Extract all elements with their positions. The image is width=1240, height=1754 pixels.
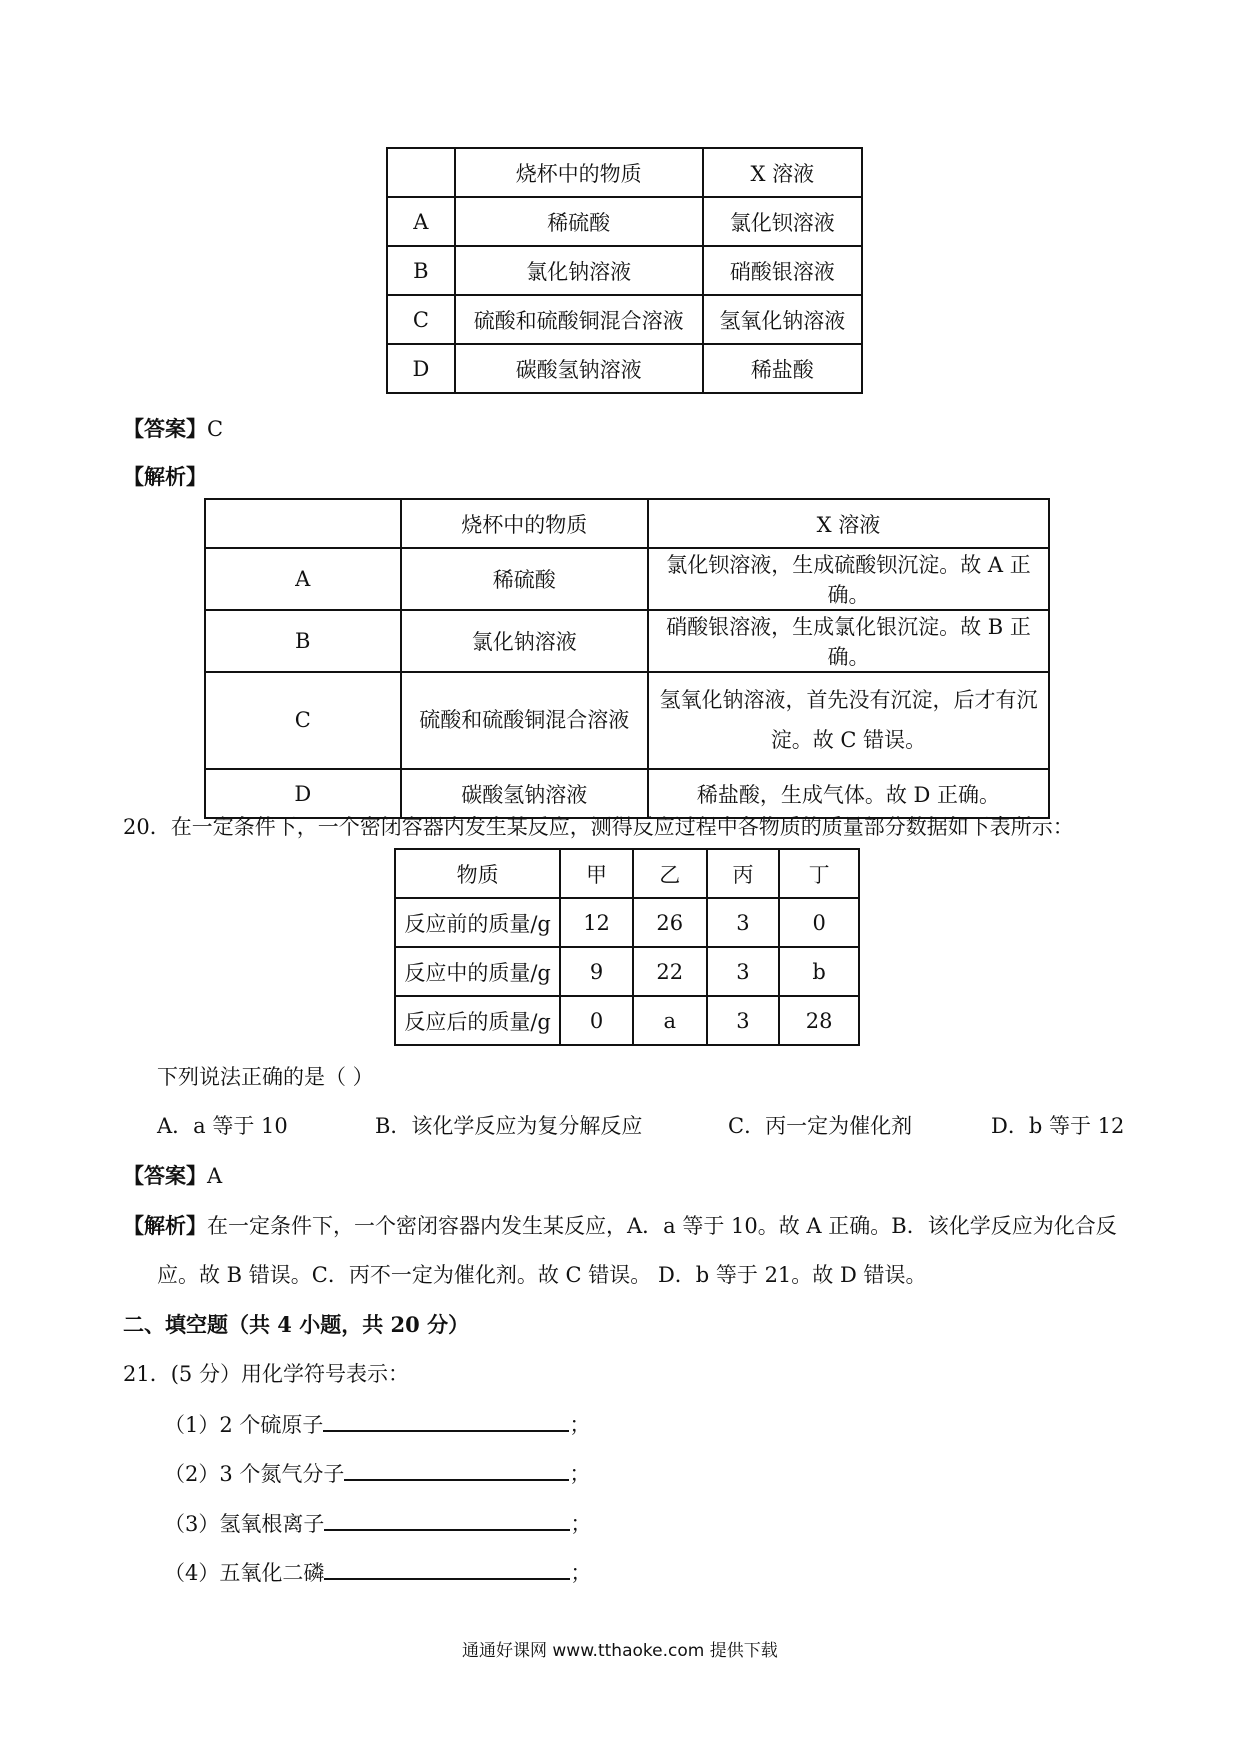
table-cell: X 溶液 — [703, 148, 862, 197]
section-title: 二、填空题（共 4 小题，共 20 分） — [123, 1312, 470, 1337]
table-cell: 物质 — [395, 849, 560, 898]
answer-label: 【答案】 — [123, 1163, 207, 1188]
cell-line: 氢氧化钠溶液，首先没有沉淀，后才有沉 — [659, 687, 1038, 712]
option-a: A．a 等于 10 — [157, 1114, 288, 1138]
analysis-line-20-cont: 应。故 B 错误。C．丙不一定为催化剂。故 C 错误。 D．b 等于 21。故 D 错误。 — [157, 1263, 927, 1287]
table-cell: B — [205, 610, 401, 672]
table-cell: A — [205, 548, 401, 610]
table-header-row — [395, 849, 859, 898]
table-cell: 0 — [779, 898, 859, 947]
table-cell: 碳酸氢钠溶液 — [401, 769, 648, 818]
table-cell: 反应后的质量/g — [395, 996, 560, 1045]
answer-label: 【答案】 — [123, 416, 207, 441]
option-c: C．丙一定为催化剂 — [728, 1114, 913, 1138]
table-cell — [205, 499, 401, 548]
table-cell: 乙 — [633, 849, 707, 898]
table-cell: 稀盐酸，生成气体。故 D 正确。 — [648, 769, 1049, 818]
table-cell: 硫酸和硫酸铜混合溶液 — [401, 672, 648, 769]
table-cell: C — [205, 672, 401, 769]
end-mark: ； — [570, 1561, 592, 1585]
table-cell: 3 — [707, 996, 780, 1045]
option-b: B．该化学反应为复分解反应 — [375, 1114, 643, 1138]
table-cell: 3 — [707, 947, 780, 996]
table-cell: 烧杯中的物质 — [455, 148, 703, 197]
table-row — [387, 344, 862, 393]
table-cell: D — [205, 769, 401, 818]
analysis-label-19: 【解析】 — [123, 464, 207, 489]
table-row — [205, 610, 1049, 672]
table-cell: a — [633, 996, 707, 1045]
table-cell: 稀硫酸 — [455, 197, 703, 246]
table-cell: C — [387, 295, 455, 344]
table-cell: 氢氧化钠溶液 — [703, 295, 862, 344]
table-row — [395, 947, 859, 996]
answer-blank[interactable] — [324, 1556, 570, 1580]
question-20-mass-table — [394, 848, 860, 1046]
table-cell: 0 — [560, 996, 633, 1045]
answer-blank[interactable] — [344, 1457, 569, 1481]
analysis-label: 【解析】 — [123, 1213, 207, 1238]
fill-item-label: （4）五氧化二磷 — [164, 1561, 325, 1585]
table-row — [387, 246, 862, 295]
table-cell: 氯化钡溶液 — [703, 197, 862, 246]
end-mark: ； — [569, 1462, 591, 1486]
fill-item-label: （3）氢氧根离子 — [164, 1512, 325, 1536]
fill-item — [164, 1457, 590, 1488]
table-cell: 3 — [707, 898, 780, 947]
table-row — [395, 898, 859, 947]
option-d: D．b 等于 12 — [991, 1114, 1125, 1138]
fill-item-label: （2）3 个氮气分子 — [164, 1462, 345, 1486]
answer-value: C — [207, 417, 224, 441]
analysis-line-20 — [123, 1210, 1117, 1240]
question-19-options-table — [386, 147, 863, 394]
table-cell: 22 — [633, 947, 707, 996]
table-cell: 28 — [779, 996, 859, 1045]
fill-item — [164, 1556, 591, 1587]
table-cell: 硝酸银溶液，生成氯化银沉淀。故 B 正确。 — [648, 610, 1049, 672]
question-19-analysis-table — [204, 498, 1050, 819]
end-mark: ； — [569, 1413, 591, 1437]
table-cell: 烧杯中的物质 — [401, 499, 648, 548]
question-20-prompt: 下列说法正确的是（ ） — [157, 1065, 374, 1089]
table-row — [395, 996, 859, 1045]
answer-blank[interactable] — [324, 1507, 570, 1531]
table-cell — [648, 672, 1049, 769]
table-cell: 反应中的质量/g — [395, 947, 560, 996]
table-cell: b — [779, 947, 859, 996]
table-cell: 硝酸银溶液 — [703, 246, 862, 295]
table-cell: 碳酸氢钠溶液 — [455, 344, 703, 393]
cell-line: 淀。故 C 错误。 — [770, 727, 927, 752]
table-cell: 稀硫酸 — [401, 548, 648, 610]
table-row — [205, 672, 1049, 769]
answer-value: A — [207, 1164, 223, 1188]
table-cell: A — [387, 197, 455, 246]
answer-line-20 — [123, 1160, 222, 1190]
table-cell: D — [387, 344, 455, 393]
table-cell: X 溶液 — [648, 499, 1049, 548]
answer-blank[interactable] — [323, 1408, 569, 1432]
page-footer: 通通好课网 www.tthaoke.com 提供下载 — [462, 1641, 778, 1661]
table-cell: 9 — [560, 947, 633, 996]
table-cell: 反应前的质量/g — [395, 898, 560, 947]
table-cell: 氯化钡溶液，生成硫酸钡沉淀。故 A 正确。 — [648, 548, 1049, 610]
table-cell: 甲 — [560, 849, 633, 898]
answer-line-19 — [123, 413, 223, 443]
table-cell: 26 — [633, 898, 707, 947]
question-20-stem: 20．在一定条件下，一个密闭容器内发生某反应，测得反应过程中各物质的质量部分数据如下表所示： — [123, 815, 1074, 839]
fill-item — [164, 1408, 590, 1439]
table-cell: 氯化钠溶液 — [455, 246, 703, 295]
table-row — [387, 197, 862, 246]
question-21-stem: 21．(5 分）用化学符号表示： — [123, 1362, 409, 1386]
table-cell: 12 — [560, 898, 633, 947]
table-header-row — [205, 499, 1049, 548]
table-row — [387, 295, 862, 344]
fill-item — [164, 1507, 591, 1538]
table-cell: 丁 — [779, 849, 859, 898]
table-header-row — [387, 148, 862, 197]
fill-item-label: （1）2 个硫原子 — [164, 1413, 324, 1437]
table-cell: 丙 — [707, 849, 780, 898]
table-cell: 硫酸和硫酸铜混合溶液 — [455, 295, 703, 344]
end-mark: ； — [570, 1512, 592, 1536]
table-cell: 氯化钠溶液 — [401, 610, 648, 672]
analysis-text: 在一定条件下，一个密闭容器内发生某反应，A．a 等于 10。故 A 正确。B．该化学反应为化合反 — [207, 1214, 1117, 1238]
table-row — [205, 548, 1049, 610]
table-cell: B — [387, 246, 455, 295]
table-cell: 稀盐酸 — [703, 344, 862, 393]
table-cell — [387, 148, 455, 197]
